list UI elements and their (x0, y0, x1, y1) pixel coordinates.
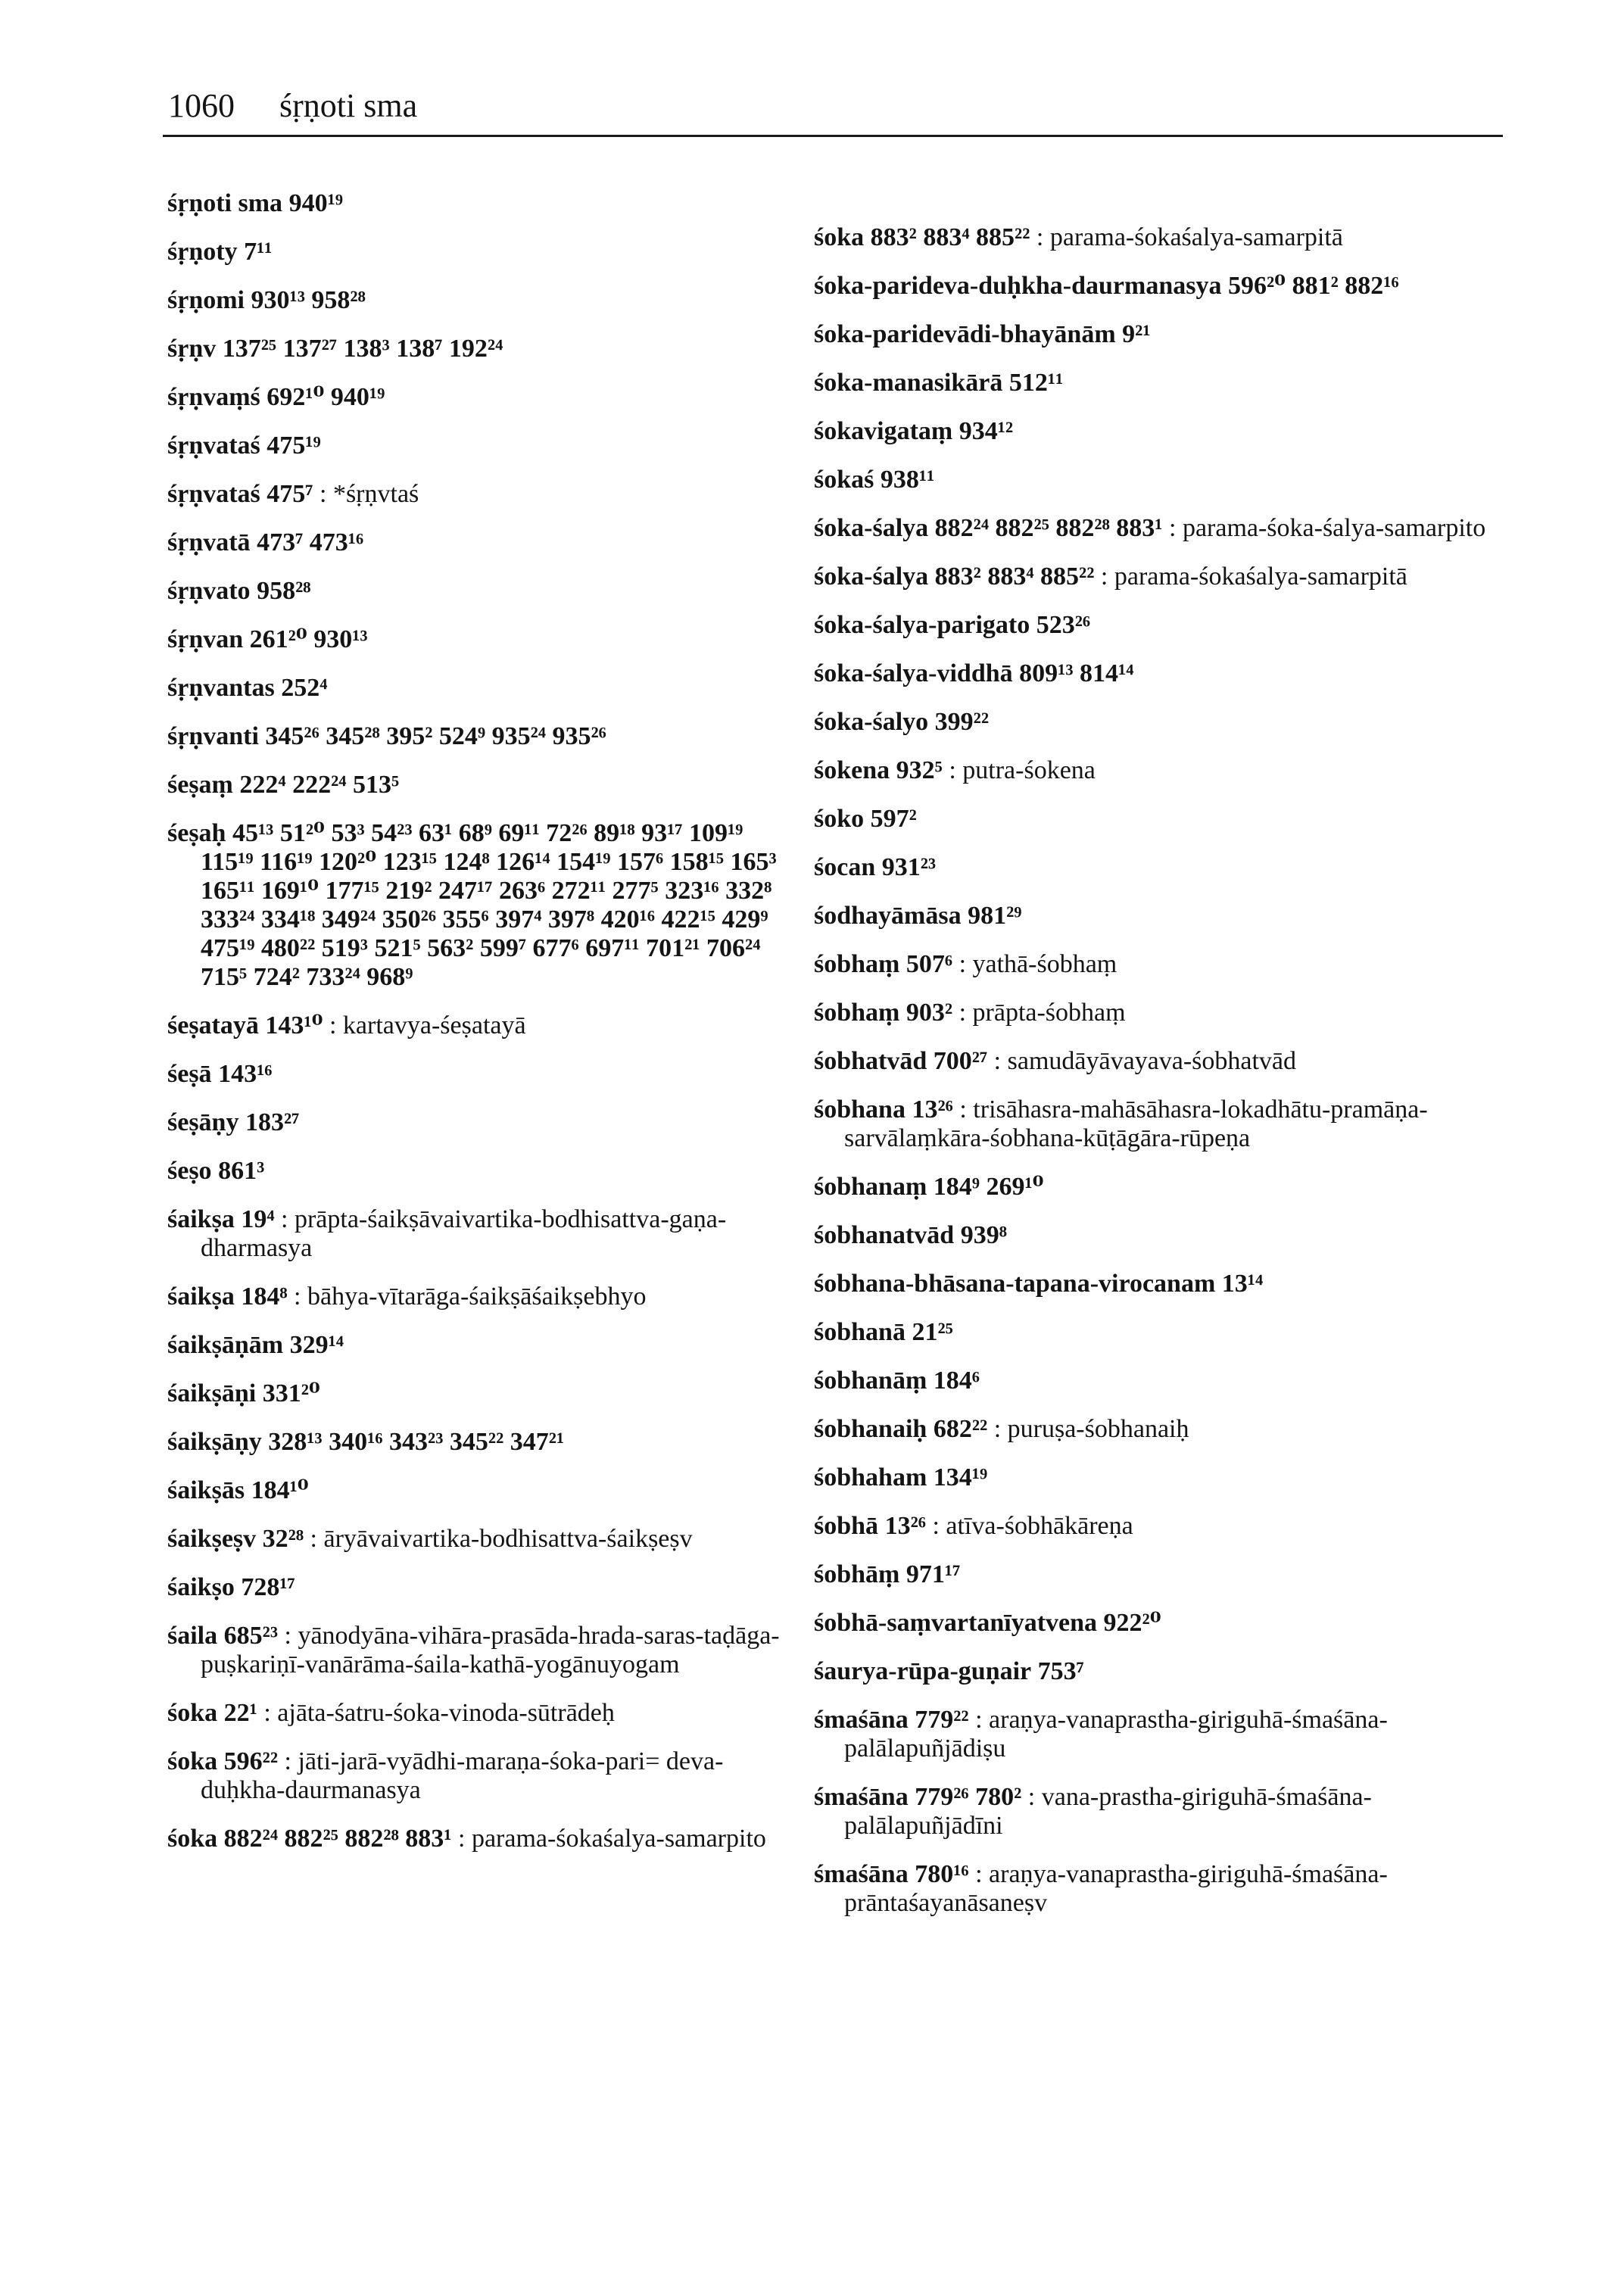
index-entry (791, 369, 1503, 397)
entry-lemma: śodhayāmāsa (814, 902, 962, 930)
index-entry (117, 1573, 784, 1602)
entry-references: 345²⁶ 345²⁸ 395² 524⁹ 935²⁴ 935²⁶ (265, 722, 606, 750)
entry-gloss: : yānodyāna-vihāra-prasāda-hrada-saras-taḍāga-puṣkariṇī-vanārāma-śaila-kathā-yogānuyogam (201, 1622, 780, 1678)
index-entry (117, 1060, 784, 1089)
entry-lemma: śoka (167, 1699, 218, 1727)
entry-lemma: śokavigataṃ (814, 417, 953, 445)
entry-references: 22¹ (223, 1699, 257, 1727)
entry-references: 143¹⁶ (218, 1060, 273, 1088)
index-entry (117, 1747, 784, 1805)
entry-gloss: : putra-śokena (949, 756, 1096, 784)
entry-lemma: śaikṣa (167, 1205, 235, 1233)
entry-lemma: śoka-śalya-viddhā (814, 659, 1013, 687)
entry-gloss: : araṇya-vanaprastha-giriguhā-śmaśāna-prāntaśayanāsaneṣv (844, 1860, 1388, 1917)
entry-references: 261²⁰ 930¹³ (249, 625, 368, 653)
index-entry (791, 853, 1503, 882)
entry-references: 184⁹ 269¹⁰ (933, 1173, 1044, 1201)
entry-references: 184⁸ (241, 1283, 288, 1311)
index-entry (117, 1379, 784, 1408)
index-entry (117, 722, 784, 751)
entry-gloss: : trisāhasra-mahāsāhasra-lokadhātu-pramāṇa-sarvālaṃkāra-śobhana-kūṭāgāra-rūpeṇa (844, 1096, 1428, 1152)
entry-lemma: śoka (167, 1747, 218, 1775)
entry-references: 32²⁸ (262, 1525, 304, 1553)
entry-references: 939⁸ (960, 1221, 1007, 1249)
entry-references: 512¹¹ (1008, 369, 1064, 397)
entry-gloss: : ajāta-śatru-śoka-vinoda-sūtrādeḥ (263, 1699, 615, 1727)
entry-references: 45¹³ 51²⁰ 53³ 54²³ 63¹ 68⁹ 69¹¹ 72²⁶ 89¹⁸ 93¹⁷ 109¹⁹ 115¹⁹ 116¹⁹ 120²⁰ 123¹⁵ 124⁸ 126¹⁴ 154¹⁹ 157⁶ 158¹⁵ 165³ 165¹¹ 169¹⁰ 177¹⁵ 219² 247¹⁷ 263⁶ 272¹¹ 277⁵ 323¹⁶ 332⁸ 333²⁴ 334¹⁸ 349²⁴ 350²⁶ 355⁶ 397⁴ 397⁸ 420¹⁶ 422¹⁵ 429⁹ 475¹⁹ 480²² 519³ 521⁵ 563² 599⁷ 677⁶ 697¹¹ 701²¹ 706²⁴ 715⁵ 724² 733²⁴ 968⁹ (201, 819, 777, 991)
index-entry (791, 1318, 1503, 1347)
index-entry (117, 1331, 784, 1360)
entry-references: 9²¹ (1122, 320, 1151, 348)
entry-lemma: śeṣaṃ (167, 771, 233, 799)
index-entry (117, 238, 784, 266)
entry-gloss: : puruṣa-śobhanaiḥ (993, 1415, 1189, 1443)
index-entry (117, 335, 784, 363)
entry-gloss: : araṇya-vanaprastha-giriguhā-śmaśāna-palālapuñjādiṣu (844, 1706, 1388, 1763)
entry-lemma: śṛṇvataś (167, 480, 260, 508)
entry-lemma: śṛṇomi (167, 286, 245, 314)
entry-references: 971¹⁷ (906, 1560, 961, 1588)
entry-references: 938¹¹ (880, 466, 935, 494)
index-entry (791, 659, 1503, 688)
entry-references: 13¹⁴ (1221, 1270, 1264, 1298)
index-entry (791, 1860, 1503, 1918)
entry-lemma: śaikṣa (167, 1283, 235, 1311)
entry-references: 861³ (218, 1157, 265, 1185)
index-entry (117, 771, 784, 799)
index-entry (117, 1476, 784, 1505)
index-entry (791, 1706, 1503, 1763)
index-entry (791, 563, 1503, 591)
page-number: 1060 (168, 87, 235, 124)
index-entry (117, 1283, 784, 1311)
running-head: śṛṇoti sma (279, 87, 418, 124)
entry-lemma: śobhana (814, 1096, 906, 1124)
entry-lemma: śṛṇvato (167, 577, 251, 605)
entry-lemma: śoka (814, 223, 865, 251)
index-entry (117, 286, 784, 315)
entry-gloss: : parama-śoka-śalya-samarpito (1169, 514, 1486, 542)
entry-gloss: : bāhya-vītarāga-śaikṣāśaikṣebhyo (294, 1283, 647, 1311)
index-entry (791, 902, 1503, 930)
entry-lemma: śobhanaṃ (814, 1173, 927, 1201)
index-entry (117, 819, 784, 992)
entry-references: 981²⁹ (968, 902, 1022, 930)
entry-lemma: śobhāṃ (814, 1560, 900, 1588)
index-entry (117, 432, 784, 460)
entry-lemma: śaikṣeṣv (167, 1525, 257, 1553)
index-entry (117, 383, 784, 412)
index-entry (791, 999, 1503, 1027)
entry-lemma: śṛṇvataś (167, 432, 260, 460)
index-entry (791, 1096, 1503, 1153)
entry-lemma: śoka-paridevādi-bhayānām (814, 320, 1116, 348)
index-entry (791, 1047, 1503, 1076)
entry-lemma: śoko (814, 805, 865, 833)
entry-references: 753⁷ (1037, 1657, 1084, 1685)
index-entry (117, 625, 784, 654)
entry-references: 137²⁵ 137²⁷ 138³ 138⁷ 192²⁴ (222, 335, 503, 363)
index-entry (791, 1221, 1503, 1250)
entry-references: 475¹⁹ (267, 432, 321, 460)
index-entry (791, 1512, 1503, 1541)
entry-references: 184¹⁰ (251, 1476, 309, 1504)
entry-references: 328¹³ 340¹⁶ 343²³ 345²² 347²¹ (268, 1428, 565, 1456)
entry-references: 780¹⁶ (915, 1860, 969, 1888)
index-entry (117, 1428, 784, 1457)
entry-gloss: : parama-śokaśalya-samarpitā (1100, 563, 1407, 591)
entry-lemma: śoka-manasikārā (814, 369, 1003, 397)
index-entry (117, 1825, 784, 1853)
index-entry (117, 189, 784, 218)
entry-lemma: śṛṇvatā (167, 528, 251, 556)
entry-lemma: śaikṣāṇi (167, 1379, 257, 1407)
index-entry (791, 1657, 1503, 1686)
index-entry (791, 950, 1503, 979)
entry-references: 596²⁰ 881² 882¹⁶ (1227, 272, 1399, 300)
entry-lemma: śoka-parideva-duḥkha-daurmanasya (814, 272, 1222, 300)
entry-references: 932⁵ (896, 756, 943, 784)
page-header (168, 89, 417, 123)
index-entry (117, 1157, 784, 1186)
index-entry (791, 1173, 1503, 1202)
entry-references: 329¹⁴ (289, 1331, 344, 1359)
entry-gloss: : jāti-jarā-vyādhi-maraṇa-śoka-pari= deva-duḥkha-daurmanasya (201, 1747, 724, 1804)
header-rule (163, 135, 1503, 137)
index-entry (791, 417, 1503, 446)
index-entry (791, 1463, 1503, 1492)
index-entry (117, 674, 784, 703)
index-entry (791, 756, 1503, 785)
index-entry (791, 514, 1503, 543)
entry-lemma: śobhatvād (814, 1047, 927, 1075)
index-entry (791, 1560, 1503, 1589)
index-entry (791, 223, 1503, 252)
entry-gloss: : parama-śokaśalya-samarpito (458, 1825, 766, 1853)
entry-gloss: : *śṛṇvtaś (320, 480, 419, 508)
entry-lemma: śobhanatvād (814, 1221, 955, 1249)
entry-lemma: śobhanaiḥ (814, 1415, 927, 1443)
right-column (791, 223, 1503, 1937)
entry-lemma: śocan (814, 853, 876, 881)
entry-lemma: śmaśāna (814, 1706, 909, 1734)
entry-lemma: śoka-śalya (814, 563, 929, 591)
entry-references: 779²⁶ 780² (915, 1783, 1022, 1811)
entry-lemma: śoka-śalyo (814, 708, 929, 736)
entry-references: 19⁴ (241, 1205, 275, 1233)
entry-lemma: śaikṣāṇām (167, 1331, 284, 1359)
entry-references: 331²⁰ (262, 1379, 320, 1407)
index-entry (791, 1367, 1503, 1395)
entry-references: 934¹² (959, 417, 1014, 445)
entry-references: 222⁴ 222²⁴ 513⁵ (239, 771, 400, 799)
index-entry (791, 320, 1503, 349)
entry-references: 143¹⁰ (265, 1011, 323, 1039)
entry-references: 134¹⁹ (933, 1463, 988, 1491)
entry-lemma: śṛṇv (167, 335, 217, 363)
entry-references: 685²³ (223, 1622, 279, 1650)
entry-references: 940¹⁹ (288, 189, 343, 217)
entry-lemma: śoka-śalya (814, 514, 929, 542)
index-entry (117, 528, 784, 557)
entry-lemma: śaurya-rūpa-guṇair (814, 1657, 1032, 1685)
entry-references: 883² 883⁴ 885²² (934, 563, 1095, 591)
entry-references: 21²⁵ (912, 1318, 953, 1346)
entry-references: 882²⁴ 882²⁵ 882²⁸ 883¹ (934, 514, 1163, 542)
entry-gloss: : prāpta-śobhaṃ (959, 999, 1126, 1027)
entry-references: 809¹³ 814¹⁴ (1019, 659, 1134, 687)
entry-lemma: śṛṇoty (167, 238, 238, 266)
index-entry (791, 1783, 1503, 1840)
entry-references: 930¹³ 958²⁸ (251, 286, 366, 314)
entry-lemma: śokaś (814, 466, 874, 494)
entry-lemma: śobhana-bhāsana-tapana-virocanam (814, 1270, 1216, 1298)
entry-references: 682²² (933, 1415, 988, 1443)
entry-references: 692¹⁰ 940¹⁹ (267, 383, 385, 411)
entry-references: 7¹¹ (244, 238, 273, 266)
entry-gloss: : āryāvaivartika-bodhisattva-śaikṣeṣv (310, 1525, 693, 1553)
entry-lemma: śṛṇvaṃś (167, 383, 260, 411)
entry-references: 779²² (915, 1706, 969, 1734)
index-entry (117, 577, 784, 606)
index-entry (117, 1011, 784, 1040)
index-entry (117, 1525, 784, 1554)
entry-lemma: śṛṇvantas (167, 674, 275, 702)
index-entry (791, 466, 1503, 494)
entry-references: 883² 883⁴ 885²² (870, 223, 1030, 251)
index-entry (791, 1415, 1503, 1444)
entry-lemma: śobhaṃ (814, 950, 900, 978)
entry-references: 597² (870, 805, 917, 833)
entry-references: 700²⁷ (933, 1047, 988, 1075)
entry-references: 13²⁶ (884, 1512, 926, 1540)
index-entry (117, 1699, 784, 1728)
entry-lemma: śmaśāna (814, 1783, 909, 1811)
entry-references: 507⁶ (906, 950, 953, 978)
entry-lemma: śaikṣās (167, 1476, 245, 1504)
index-entry (791, 805, 1503, 834)
entry-gloss: : atīva-śobhākāreṇa (932, 1512, 1133, 1540)
entry-lemma: śaila (167, 1622, 218, 1650)
entry-lemma: śobhaham (814, 1463, 927, 1491)
entry-references: 252⁴ (281, 674, 328, 702)
index-entry (791, 708, 1503, 737)
left-column (117, 189, 784, 1873)
index-entry (117, 1622, 784, 1679)
entry-lemma: śṛṇvanti (167, 722, 259, 750)
entry-references: 183²⁷ (245, 1108, 300, 1136)
entry-references: 475⁷ (267, 480, 313, 508)
entry-references: 184⁶ (933, 1367, 980, 1395)
entry-gloss: : prāpta-śaikṣāvaivartika-bodhisattva-gaṇa-dharmasya (201, 1205, 727, 1262)
entry-references: 903² (906, 999, 953, 1027)
index-entry (791, 272, 1503, 301)
entry-references: 882²⁴ 882²⁵ 882²⁸ 883¹ (223, 1825, 452, 1853)
entry-lemma: śeṣo (167, 1157, 212, 1185)
entry-lemma: śeṣatayā (167, 1011, 259, 1039)
entry-lemma: śobhanā (814, 1318, 906, 1346)
entry-lemma: śoka-śalya-parigato (814, 611, 1030, 639)
entry-gloss: : kartavya-śeṣatayā (329, 1011, 526, 1039)
entry-lemma: śaikṣāṇy (167, 1428, 262, 1456)
entry-references: 728¹⁷ (241, 1573, 295, 1601)
index-entry (791, 611, 1503, 640)
entry-lemma: śobhā-saṃvartanīyatvena (814, 1609, 1098, 1637)
index-entry (117, 1108, 784, 1137)
entry-lemma: śoka (167, 1825, 218, 1853)
index-entry (791, 1270, 1503, 1298)
entry-gloss: : parama-śokaśalya-samarpitā (1036, 223, 1343, 251)
entry-references: 596²² (223, 1747, 279, 1775)
entry-references: 13²⁶ (912, 1096, 953, 1124)
entry-gloss: : samudāyāvayava-śobhatvād (993, 1047, 1297, 1075)
entry-lemma: śobhaṃ (814, 999, 900, 1027)
entry-lemma: śaikṣo (167, 1573, 235, 1601)
entry-references: 958²⁸ (257, 577, 311, 605)
entry-references: 523²⁶ (1036, 611, 1091, 639)
index-entry (117, 1205, 784, 1263)
entry-gloss: : yathā-śobhaṃ (959, 950, 1117, 978)
entry-references: 922²⁰ (1103, 1609, 1161, 1637)
index-entry (791, 1609, 1503, 1638)
entry-lemma: śṛṇoti sma (167, 189, 283, 217)
entry-lemma: śeṣaḥ (167, 819, 226, 847)
entry-lemma: śeṣā (167, 1060, 212, 1088)
entry-lemma: śobhanāṃ (814, 1367, 927, 1395)
entry-references: 931²³ (881, 853, 937, 881)
entry-lemma: śeṣāṇy (167, 1108, 239, 1136)
entry-lemma: śobhā (814, 1512, 879, 1540)
entry-lemma: śṛṇvan (167, 625, 244, 653)
entry-references: 399²² (934, 708, 990, 736)
entry-gloss: : vana-prastha-giriguhā-śmaśāna-palālapuñjādīni (844, 1783, 1372, 1840)
entry-references: 473⁷ 473¹⁶ (257, 528, 364, 556)
entry-lemma: śmaśāna (814, 1860, 909, 1888)
entry-lemma: śokena (814, 756, 890, 784)
index-entry (117, 480, 784, 509)
